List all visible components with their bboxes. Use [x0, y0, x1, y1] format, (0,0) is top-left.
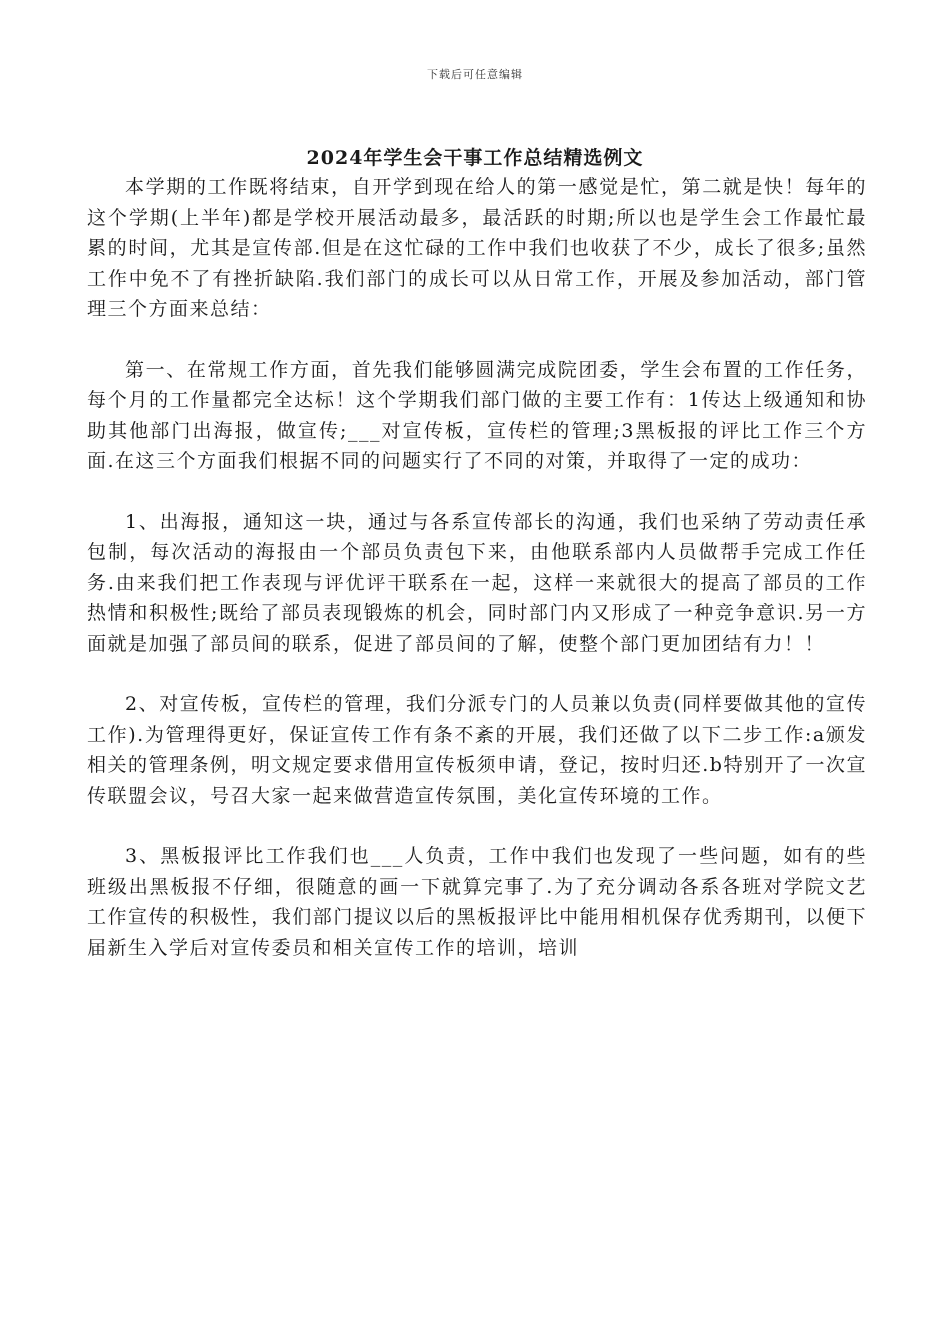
header-note: 下载后可任意编辑: [427, 68, 523, 81]
paragraph-item-3: 3、黑板报评比工作我们也___人负责，工作中我们也发现了一些问题，如有的些班级出黑板报不仔细，很随意的画一下就算完事了.为了充分调动各系各班对学院文艺工作宣传的积极性，我们部门提议以后的黑板报评比中能用相机保存优秀期刊，以便下届新生入学后对宣传委员和相关宣传工作的培训，培训: [87, 845, 867, 959]
paragraph-intro: 本学期的工作既将结束，自开学到现在给人的第一感觉是忙，第二就是快！每年的这个学期(上半年)都是学校开展活动最多，最活跃的时期;所以也是学生会工作最忙最累的时间，尤其是宣传部.但是在这忙碌的工作中我们也收获了不少，成长了很多;虽然工作中免不了有挫折缺陷.我们部门的成长可以从日常工作，开展及参加活动，部门管理三个方面来总结：: [87, 176, 867, 320]
paragraph-item-1: 1、出海报，通知这一块，通过与各系宣传部长的沟通，我们也采纳了劳动责任承包制，每次活动的海报由一个部员负责包下来，由他联系部内人员做帮手完成工作任务.由来我们把工作表现与评优评干联系在一起，这样一来就很大的提高了部员的工作热情和积极性;既给了部员表现锻炼的机会，同时部门内又形成了一种竞争意识.另一方面就是加强了部员间的联系，促进了部员间的了解，使整个部门更加团结有力！！: [87, 510, 867, 655]
document-title: 2024年学生会干事工作总结精选例文: [306, 147, 644, 169]
document-body: [87, 172, 867, 963]
paragraph-first-section: 第一、在常规工作方面，首先我们能够圆满完成院团委，学生会布置的工作任务，每个月的工作量都完全达标！这个学期我们部门做的主要工作有：1传达上级通知和协助其他部门出海报，做宣传;___对宣传板，宣传栏的管理;3黑板报的评比工作三个方面.在这三个方面我们根据不同的问题实行了不同的对策，并取得了一定的成功：: [87, 358, 867, 472]
paragraph-item-2: 2、对宣传板，宣传栏的管理，我们分派专门的人员兼以负责(同样要做其他的宣传工作).为管理得更好，保证宣传工作有条不紊的开展，我们还做了以下二步工作:a颁发相关的管理条例，明文规定要求借用宣传板须申请，登记，按时归还.b特别开了一次宣传联盟会议，号召大家一起来做营造宣传氛围，美化宣传环境的工作。: [87, 693, 867, 807]
